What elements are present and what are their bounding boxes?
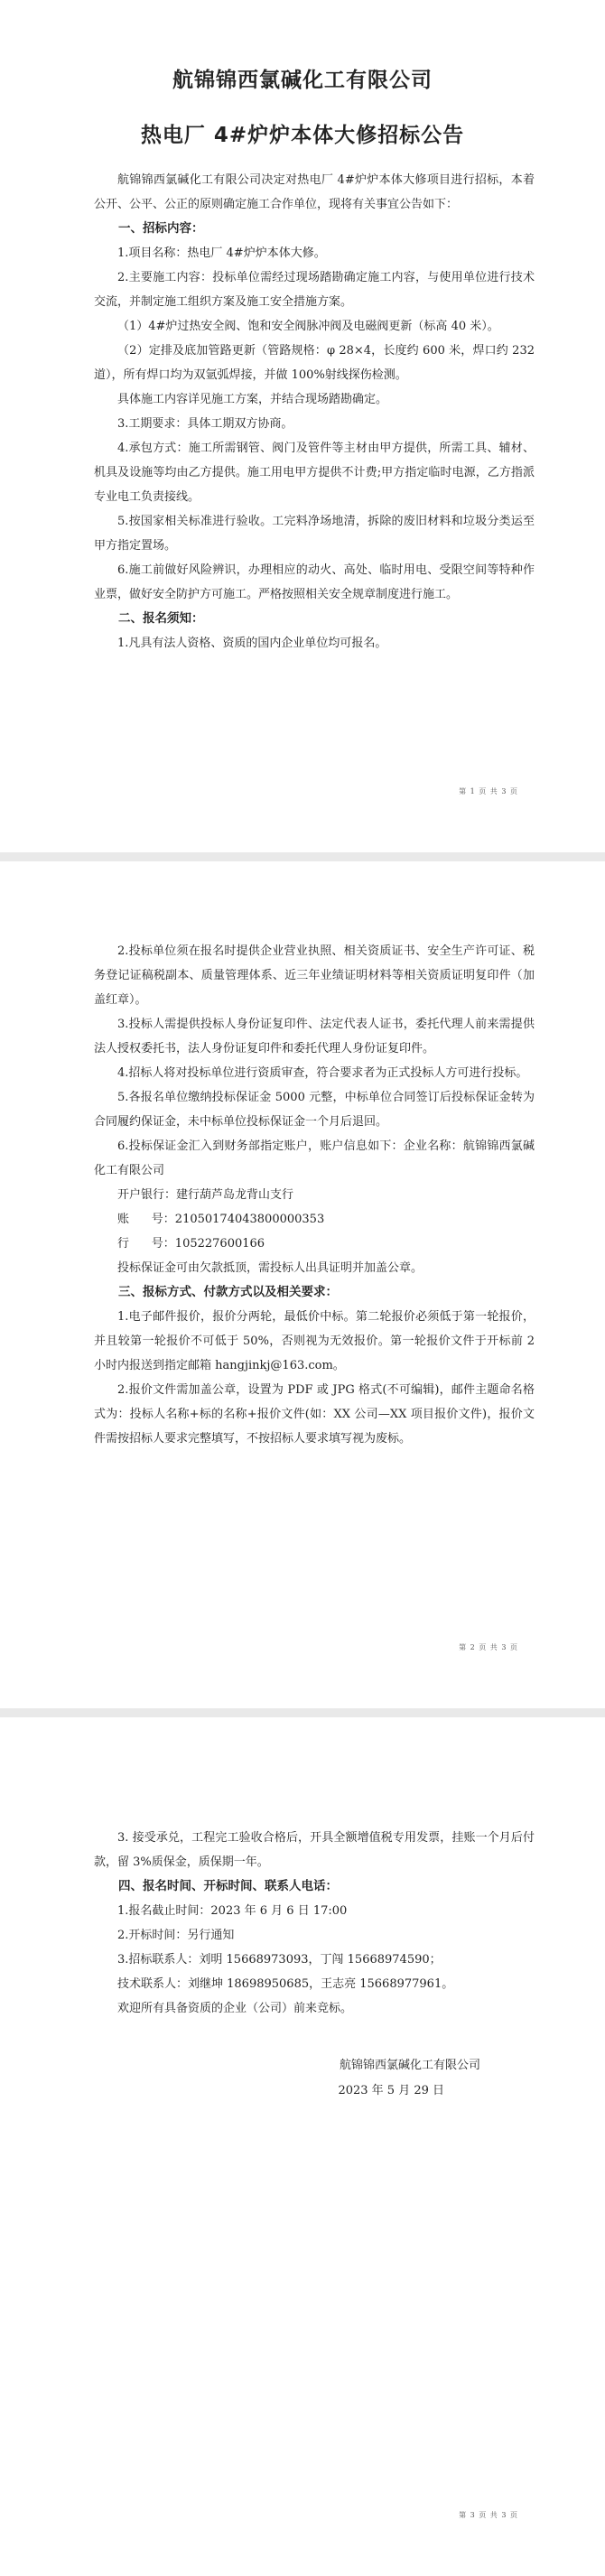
- quote-item-1: 1.电子邮件报价，报价分两轮，最低价中标。第二轮报价必须低于第一轮报价，并且较第一轮报价不可低于 50%，否则视为无效报价。第一轮报价文件于开标前 2 小时内报送到指定邮箱 hangjinkj@163.com。: [94, 1310, 535, 1372]
- document-page-3: [0, 1717, 605, 2576]
- quote-item-3: 3. 接受承兑，工程完工验收合格后，开具全额增值税专用发票，挂账一个月后付款，留 3%质保金，质保期一年。: [94, 1831, 535, 1869]
- signature-block: [94, 2053, 535, 2104]
- page-number: 第 2 页 共 3 页: [459, 1643, 518, 1651]
- welcome-line: 欢迎所有具备资质的企业（公司）前来竞标。: [117, 2002, 353, 2015]
- deposit-note: 投标保证金可由欠款抵顶，需投标人出具证明并加盖公章。: [117, 1261, 424, 1275]
- item-safety: 6.施工前做好风险辨识，办理相应的动火、高处、临时用电、受限空间等特种作业票，做好安全防护方可施工。严格按照相关安全规章制度进行施工。: [94, 563, 535, 601]
- section-4-heading: 四、报名时间、开标时间、联系人电话：: [118, 1879, 338, 1893]
- signer-name: 航锦锦西氯碱化工有限公司: [339, 2059, 480, 2072]
- registration-item-1: 1.凡具有法人资格、资质的国内企业单位均可报名。: [117, 637, 387, 650]
- registration-item-6: 6.投标保证金汇入到财务部指定账户，账户信息如下：企业名称：航锦锦西氯碱化工有限公司: [94, 1139, 535, 1177]
- deadline-line: 1.报名截止时间：2023 年 6 月 6 日 17:00: [117, 1904, 348, 1918]
- item-content-c: 具体施工内容详见施工方案，并结合现场踏勘确定。: [117, 393, 388, 406]
- section-1-heading: 一、招标内容：: [118, 221, 204, 236]
- company-title: 航锦锦西氯碱化工有限公司: [172, 69, 433, 92]
- bank-code-line: 行 号：105227600166: [117, 1237, 265, 1251]
- section-3-heading: 三、报标方式、付款方式以及相关要求：: [118, 1285, 338, 1299]
- item-contract-mode: 4.承包方式：施工所需钢管、阀门及管件等主材由甲方提供，所需工具、辅材、机具及设施等均由乙方提供。施工用电甲方提供不计费;甲方指定临时电源，乙方指派专业电工负责接线。: [94, 442, 535, 504]
- registration-item-5: 5.各报名单位缴纳投标保证金 5000 元整，中标单位合同签订后投标保证金转为合同履约保证金，未中标单位投标保证金一个月后退回。: [94, 1091, 535, 1129]
- document-page-1: [0, 0, 605, 852]
- item-main-content: 2.主要施工内容：投标单位需经过现场踏勘确定施工内容，与使用单位进行技术交流，并制定施工组织方案及施工安全措施方案。: [94, 271, 535, 309]
- account-number-line: 账 号：21050174043800000353: [117, 1213, 325, 1226]
- registration-item-2: 2.投标单位须在报名时提供企业营业执照、相关资质证书、安全生产许可证、税务登记证稿税副本、质量管理体系、近三年业绩证明材料等相关资质证明复印件（加盖红章）。: [94, 944, 535, 1007]
- intro-paragraph: 航锦锦西氯碱化工有限公司决定对热电厂 4#炉炉本体大修项目进行招标，本着公开、公平、公正的原则确定施工合作单位，现将有关事宜公告如下：: [94, 173, 535, 211]
- document-page-2: [0, 861, 605, 1708]
- quote-item-2: 2.报价文件需加盖公章，设置为 PDF 或 JPG 格式(不可编辑)，邮件主题命名格式为：投标人名称+标的名称+报价文件(如：XX 公司—XX 项目报价文件)，报价文件需按招标人要求完整填写，不按招标人要求填写视为废标。: [94, 1383, 535, 1446]
- item-content-a: （1）4#炉过热安全阀、饱和安全阀脉冲阀及电磁阀更新（标高 40 米）。: [117, 320, 499, 333]
- tech-contact-line: 技术联系人：刘继坤 18698950685，王志亮 15668977961。: [117, 1977, 454, 1991]
- item-content-b: （2）定排及底加管路更新（管路规格：φ 28×4，长度约 600 米，焊口约 232 道），所有焊口均为双氩弧焊接，并做 100%射线探伤检测。: [94, 344, 535, 382]
- registration-item-4: 4.招标人将对投标单位进行资质审查，符合要求者为正式投标人方可进行投标。: [117, 1066, 528, 1080]
- page-number: 第 3 页 共 3 页: [459, 2511, 518, 2519]
- item-project-name: 1.项目名称：热电厂 4#炉炉本体大修。: [117, 246, 326, 260]
- page-number: 第 1 页 共 3 页: [459, 787, 518, 795]
- contact-line: 3.招标联系人：刘明 15668973093，丁闯 15668974590；: [117, 1953, 442, 1967]
- item-schedule: 3.工期要求：具体工期双方协商。: [117, 417, 293, 431]
- item-acceptance: 5.按国家相关标准进行验收。工完料净场地清，拆除的废旧材料和垃圾分类运至甲方指定置场。: [94, 515, 535, 553]
- registration-item-3: 3.投标人需提供投标人身份证复印件、法定代表人证书，委托代理人前来需提供法人授权委托书，法人身份证复印件和委托代理人身份证复印件。: [94, 1018, 535, 1056]
- bank-name-line: 开户银行：建行葫芦岛龙背山支行: [117, 1188, 294, 1202]
- signature-date: 2023 年 5 月 29 日: [338, 2084, 444, 2097]
- section-2-heading: 二、报名须知：: [118, 611, 204, 626]
- opening-time-line: 2.开标时间：另行通知: [117, 1929, 235, 1942]
- notice-title: 热电厂 4#炉炉本体大修招标公告: [140, 124, 465, 147]
